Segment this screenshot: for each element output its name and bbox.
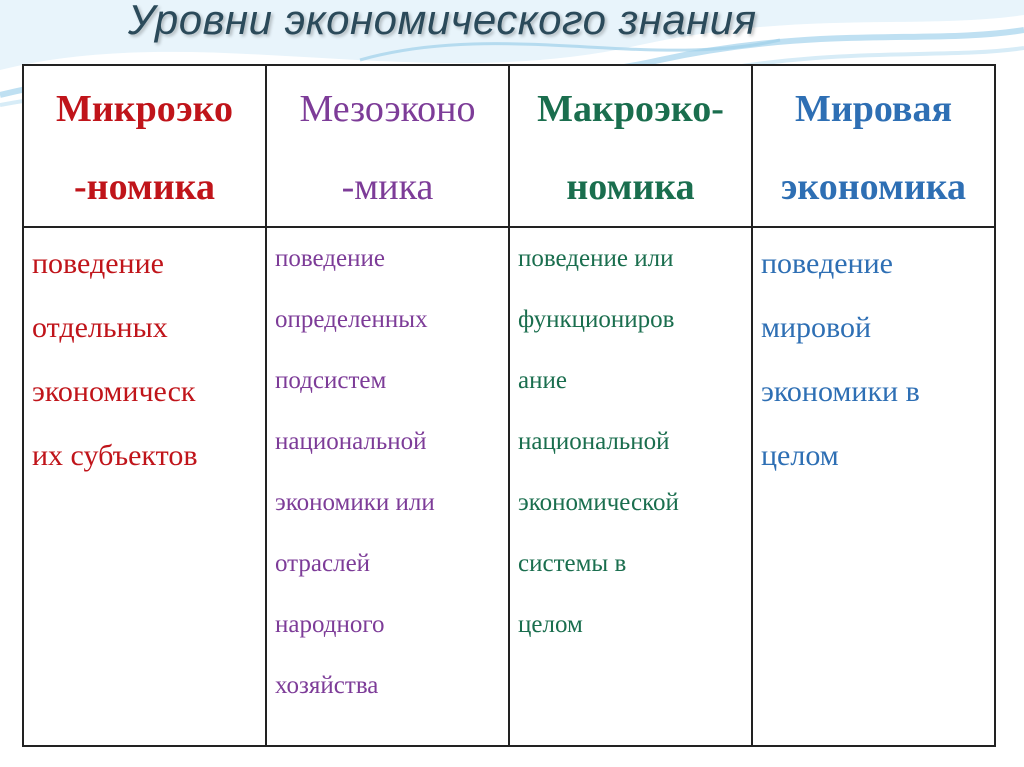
body-macro-line: экономической (518, 489, 679, 516)
body-meso-line: народного (275, 611, 385, 638)
body-macro-line: поведение или (518, 245, 674, 272)
header-meso (267, 66, 510, 228)
body-macro (510, 228, 753, 745)
body-meso-line: определенных (275, 306, 428, 333)
body-macro-line: системы в (518, 550, 627, 577)
body-world-line: экономики в (761, 375, 920, 408)
header-micro-line-1: Микроэко (55, 88, 234, 130)
body-world-line: мировой (761, 311, 872, 344)
body-meso-line: национальной (275, 428, 427, 455)
header-micro-line-2: -номика (74, 166, 215, 208)
body-micro-line: поведение (32, 247, 164, 280)
body-macro-line: функциониров (518, 306, 675, 333)
body-micro (24, 228, 267, 745)
body-meso-line: подсистем (275, 367, 387, 394)
header-macro-line-2: номика (566, 166, 695, 208)
body-meso-line: хозяйства (275, 672, 379, 699)
body-macro-line: национальной (518, 428, 670, 455)
header-macro (510, 66, 753, 228)
header-macro-line-1: Макроэко- (537, 88, 724, 130)
levels-table (22, 64, 996, 747)
body-micro-line: их субъектов (32, 439, 198, 472)
header-world-line-1: Мировая (794, 88, 953, 130)
header-meso-line-2: -мика (341, 166, 434, 208)
body-meso-line: экономики или (275, 489, 435, 516)
body-macro-line: ание (518, 367, 567, 394)
body-world-line: поведение (761, 247, 893, 280)
header-micro (24, 66, 267, 228)
header-world (753, 66, 994, 228)
body-meso (267, 228, 510, 745)
page-title: Уровни экономического знания (128, 0, 757, 43)
body-micro-line: экономическ (32, 375, 196, 408)
body-macro-line: целом (518, 611, 583, 638)
body-micro-line: отдельных (32, 311, 168, 344)
body-meso-line: поведение (275, 245, 385, 272)
body-world (753, 228, 994, 745)
header-world-line-2: экономика (780, 166, 967, 208)
body-world-line: целом (761, 439, 839, 472)
header-meso-line-1: Мезоэконо (299, 88, 476, 130)
body-meso-line: отраслей (275, 550, 371, 577)
